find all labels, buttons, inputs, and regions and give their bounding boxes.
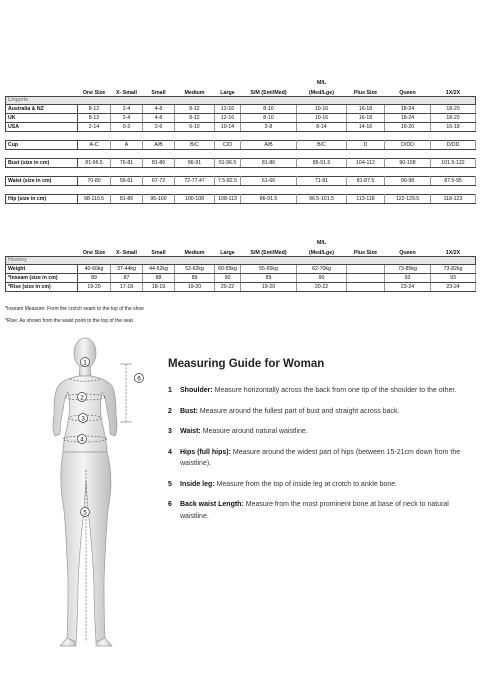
header-ml: M/L xyxy=(316,240,327,246)
table-cell: 87 xyxy=(111,273,143,282)
table-cell: 76-81 xyxy=(111,158,143,167)
table-cell xyxy=(347,282,385,291)
col-header: S/M (Sml/Med) xyxy=(250,89,287,96)
table-cell: 86-91.5 xyxy=(241,194,297,203)
table-cell: 2-8 xyxy=(241,122,297,131)
guide-item-term: Back waist Length: xyxy=(180,501,244,508)
table-cell: A/B xyxy=(143,140,175,149)
guide-item-number: 4 xyxy=(168,448,172,456)
mannequin-illustration xyxy=(30,330,170,660)
row-gap xyxy=(6,149,476,158)
table-cell: 40-60kg xyxy=(78,264,111,273)
table-cell: 10-16 xyxy=(297,104,347,113)
table-cell: 52-62kg xyxy=(175,264,215,273)
table-cell: 55-65kg xyxy=(241,264,297,273)
table-cell: 12-16 xyxy=(215,104,241,113)
marker-6 xyxy=(135,374,144,383)
table-cell: 2-4 xyxy=(111,113,143,122)
table-cell: 18-24 xyxy=(385,104,431,113)
table-cell: 8-14 xyxy=(297,122,347,131)
table-cell: D/DD xyxy=(385,140,431,149)
table-row xyxy=(6,264,476,273)
table-cell: A xyxy=(111,140,143,149)
guide-item-desc: Measure from the top of inside leg at crotch to ankle bone. xyxy=(216,480,398,488)
guide-item-text xyxy=(180,499,468,522)
table-cell: 20-22 xyxy=(215,282,241,291)
table-cell: B/C xyxy=(175,140,215,149)
section-header-row xyxy=(6,96,476,104)
marker-1 xyxy=(81,358,90,367)
guide-item xyxy=(168,406,468,418)
table-cell: 16-18 xyxy=(347,113,385,122)
row-gap xyxy=(6,185,476,194)
col-header: One Size xyxy=(82,249,106,256)
table-row xyxy=(6,122,476,131)
col-header: 1X/2X xyxy=(445,89,461,96)
marker-4 xyxy=(78,435,87,444)
table-cell: 89 xyxy=(241,273,297,282)
row-label: Hip (size in cm) xyxy=(6,194,78,203)
section-label: Hosiery xyxy=(6,256,476,264)
table-cell: 86-91.5 xyxy=(297,158,347,167)
guide-item xyxy=(168,426,468,438)
table-cell: 101.5-122 xyxy=(431,158,476,167)
row-label: *Rise (size in cm) xyxy=(6,282,78,291)
table-cell: 44-52kg xyxy=(143,264,175,273)
guide-item-term: Waist: xyxy=(180,428,201,435)
table-cell: 93 xyxy=(431,273,476,282)
guide-item-desc: Measure around the fullest part of bust and straight across back. xyxy=(199,407,400,415)
table-cell: 90 xyxy=(215,273,241,282)
table-cell: 4-8 xyxy=(143,113,175,122)
table-cell: 10-14 xyxy=(215,122,241,131)
table-cell: 81-96.5 xyxy=(78,158,111,167)
guide-item-number: 6 xyxy=(168,501,172,508)
row-label: USA xyxy=(6,122,78,131)
guide-item-desc: Measure from the most prominent bone at base of neck to natural waistline. xyxy=(180,501,449,520)
lingerie-size-table xyxy=(5,78,476,204)
hosiery-header-row xyxy=(6,246,476,256)
table-cell: 96.5-101.5 xyxy=(297,194,347,203)
table-cell: 23-24 xyxy=(431,282,476,291)
table-cell: 90 xyxy=(297,273,347,282)
table-row xyxy=(6,158,476,167)
marker-5 xyxy=(81,508,90,517)
table-cell: 95-100 xyxy=(143,194,175,203)
col-header: Plus Size xyxy=(353,89,378,96)
table-cell: 104-112 xyxy=(347,158,385,167)
table-cell: 6-10 xyxy=(175,122,215,131)
table-cell: 8-12 xyxy=(175,104,215,113)
table-cell: 14-16 xyxy=(347,122,385,131)
table-cell: 72-77.47 xyxy=(175,176,215,185)
table-cell: 70-80 xyxy=(78,176,111,185)
section-header-row xyxy=(6,256,476,264)
row-label: Waist (size in cm) xyxy=(6,176,78,185)
table-cell: 37-44kg xyxy=(111,264,143,273)
svg-text:1: 1 xyxy=(83,359,87,367)
table-cell: 8-10 xyxy=(241,104,297,113)
col-header: Small xyxy=(151,249,166,256)
table-cell: 86-91 xyxy=(175,158,215,167)
table-cell: 2-6 xyxy=(143,122,175,131)
table-cell: 23-24 xyxy=(385,282,431,291)
table-cell: 118-123 xyxy=(431,194,476,203)
col-header: X- Small xyxy=(116,89,137,96)
table-cell: 87.5-95 xyxy=(431,176,476,185)
guide-item xyxy=(168,479,468,491)
table-row xyxy=(6,194,476,203)
table-cell: 2-14 xyxy=(78,122,111,131)
table-cell: 18-24 xyxy=(385,113,431,122)
row-label: Cup xyxy=(6,140,78,149)
table-cell: 17-18 xyxy=(111,282,143,291)
table-cell: 4-8 xyxy=(143,104,175,113)
table-cell: 19-20 xyxy=(175,282,215,291)
guide-item-term: Hips (full hips): xyxy=(180,448,231,456)
col-header: Large xyxy=(220,249,235,256)
table-cell: 90-108 xyxy=(385,158,431,167)
table-cell: 8-12 xyxy=(78,104,111,113)
header-ml: M/L xyxy=(316,80,327,86)
row-label: UK xyxy=(6,113,78,122)
guide-item-term: Bust: xyxy=(180,407,198,415)
col-header: (Med/Lge) xyxy=(308,89,334,96)
table-cell: 88 xyxy=(143,273,175,282)
guide-item-number: 2 xyxy=(168,407,172,415)
col-header: Medium xyxy=(184,249,205,256)
row-gap xyxy=(6,131,476,140)
table-cell: C/D xyxy=(215,140,241,149)
table-cell: 93 xyxy=(385,273,431,282)
svg-text:5: 5 xyxy=(83,509,87,517)
table-cell: 62-70kg xyxy=(297,264,347,273)
rise-note: *Rise: As shown from the waist point to the top of the seat xyxy=(5,318,133,324)
table-cell: 81-86 xyxy=(241,158,297,167)
guide-item-text xyxy=(180,426,308,438)
guide-item xyxy=(168,447,468,470)
table-cell: D/DD xyxy=(431,140,476,149)
guide-item-desc: Measure around the widest part of hips (between 15-21cm down from the waistline). xyxy=(180,448,461,467)
col-header: S/M (Sml/Med) xyxy=(250,249,287,256)
table-cell: 18-19 xyxy=(143,282,175,291)
row-label: Australia & NZ xyxy=(6,104,78,113)
hosiery-size-table xyxy=(5,238,476,292)
table-row xyxy=(6,176,476,185)
col-header: Queen xyxy=(399,249,416,256)
table-cell: 8-10 xyxy=(241,113,297,122)
table-cell: 60-55kg xyxy=(215,264,241,273)
table-cell: 18-20 xyxy=(431,113,476,122)
table-cell xyxy=(347,264,385,273)
table-row xyxy=(6,273,476,282)
table-cell: 12-16 xyxy=(215,113,241,122)
table-cell: A/B xyxy=(241,140,297,149)
guide-item-desc: Measure around natural waistline. xyxy=(202,428,308,435)
lingerie-header-row xyxy=(6,86,476,96)
row-label: Bust (size in cm) xyxy=(6,158,78,167)
guide-item-number: 1 xyxy=(168,387,172,394)
table-cell: 61-66 xyxy=(241,176,297,185)
svg-text:3: 3 xyxy=(81,415,85,423)
table-cell: 81-86 xyxy=(111,194,143,203)
guide-item xyxy=(168,499,468,522)
col-header: 1X/2X xyxy=(445,249,461,256)
guide-item-term: Inside leg: xyxy=(180,480,215,488)
table-row xyxy=(6,282,476,291)
measuring-guide xyxy=(168,358,468,531)
table-cell: 122-129.5 xyxy=(385,194,431,203)
table-cell: 98-110.5 xyxy=(78,194,111,203)
svg-text:2: 2 xyxy=(80,394,84,402)
row-gap xyxy=(6,167,476,176)
table-cell: 18-20 xyxy=(431,104,476,113)
table-cell: 89 xyxy=(78,273,111,282)
table-cell: D xyxy=(347,140,385,149)
section-label: Lingerie xyxy=(6,96,476,104)
guide-item-term: Shoulder: xyxy=(180,387,213,394)
mannequin-body xyxy=(53,338,117,646)
guide-title: Measuring Guide for Woman xyxy=(168,358,325,370)
table-cell: A-C xyxy=(78,140,111,149)
table-cell: 113-118 xyxy=(347,194,385,203)
table-cell: 16-18 xyxy=(431,122,476,131)
guide-item-text xyxy=(180,479,397,491)
table-cell xyxy=(347,273,385,282)
table-cell: 100-108 xyxy=(175,194,215,203)
col-header: Small xyxy=(151,89,166,96)
table-cell: 0-2 xyxy=(111,122,143,131)
table-cell: 16-18 xyxy=(347,104,385,113)
col-header: Large xyxy=(220,89,235,96)
table-cell: 73-82kg xyxy=(431,264,476,273)
col-header: Queen xyxy=(399,89,416,96)
table-cell: 19-20 xyxy=(78,282,111,291)
guide-item-text xyxy=(180,385,456,397)
svg-text:4: 4 xyxy=(80,436,84,444)
table-cell: 16-20 xyxy=(385,122,431,131)
table-cell: 73-85kg xyxy=(385,264,431,273)
marker-2 xyxy=(78,393,87,402)
table-cell: 89 xyxy=(175,273,215,282)
col-header: Plus Size xyxy=(353,249,378,256)
table-row xyxy=(6,140,476,149)
table-cell: 81-87.5 xyxy=(347,176,385,185)
table-cell: 71-81 xyxy=(297,176,347,185)
guide-item-text xyxy=(180,406,399,418)
table-cell: 19-20 xyxy=(241,282,297,291)
col-header: (Med/Lge) xyxy=(308,249,334,256)
table-cell: 20-22 xyxy=(297,282,347,291)
table-cell: 81-86 xyxy=(143,158,175,167)
table-cell: 8-12 xyxy=(78,113,111,122)
table-cell: 90-98 xyxy=(385,176,431,185)
col-header: X- Small xyxy=(116,249,137,256)
guide-item-desc: Measure horizontally across the back from one tip of the shoulder to the other. xyxy=(214,387,457,394)
table-cell: 7.5-82.5 xyxy=(215,176,241,185)
svg-text:6: 6 xyxy=(137,375,141,383)
table-cell: 91-96.5 xyxy=(215,158,241,167)
table-cell: 108-113 xyxy=(215,194,241,203)
row-label: Weight xyxy=(6,264,78,273)
table-cell: 10-16 xyxy=(297,113,347,122)
row-label: *Inseam (size in cm) xyxy=(6,273,78,282)
guide-item xyxy=(168,385,468,397)
marker-3 xyxy=(79,414,88,423)
guide-item-number: 3 xyxy=(168,428,172,435)
table-cell: 56-61 xyxy=(111,176,143,185)
table-cell: 8-12 xyxy=(175,113,215,122)
col-header: Medium xyxy=(184,89,205,96)
table-cell: 67-72 xyxy=(143,176,175,185)
guide-item-number: 5 xyxy=(168,480,172,488)
inseam-note: *Inseam Measure: From the crotch seam to the top of the shoe xyxy=(5,306,144,312)
table-row xyxy=(6,113,476,122)
table-row xyxy=(6,104,476,113)
table-cell: B/C xyxy=(297,140,347,149)
col-header: One Size xyxy=(82,89,106,96)
table-cell: 2-4 xyxy=(111,104,143,113)
guide-item-text xyxy=(180,447,468,470)
